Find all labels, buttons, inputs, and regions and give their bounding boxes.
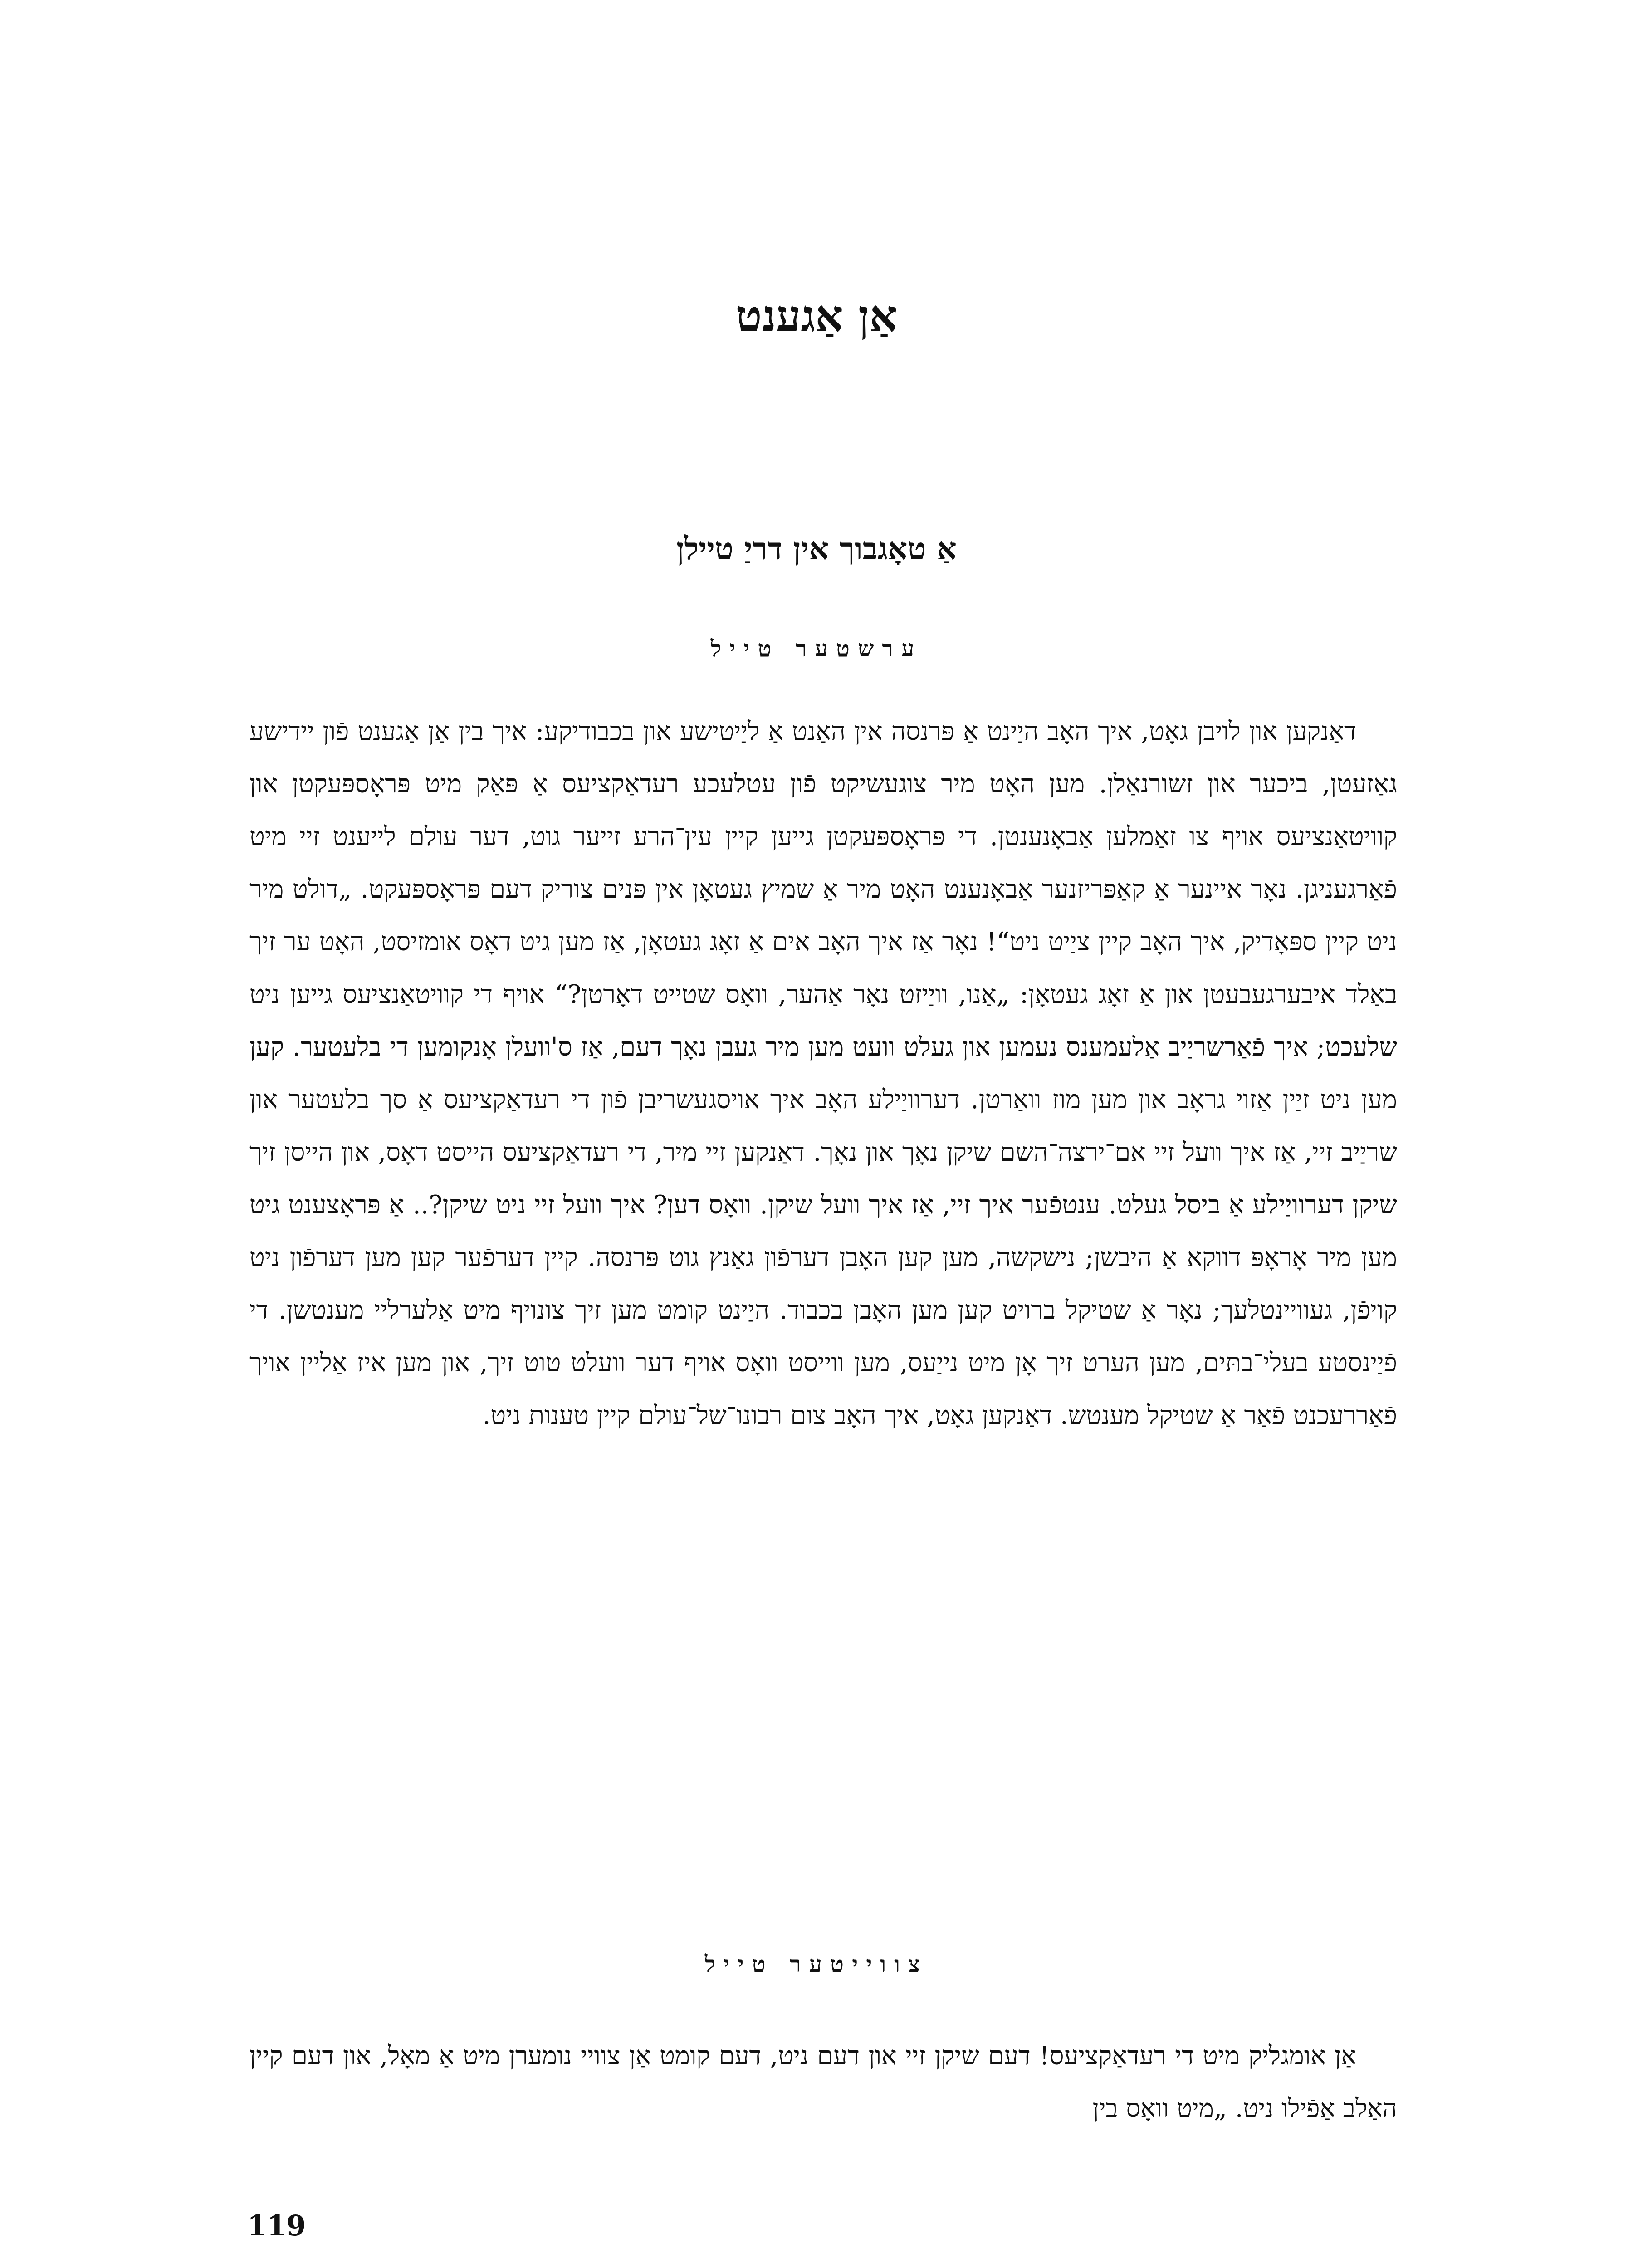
part-one-heading: ערשטער טייל xyxy=(710,635,923,662)
part-two-heading: צווייטער טייל xyxy=(704,1950,929,1977)
part-two-paragraph: אַן אומגליק מיט די רעדאַקציעס! דעם שיקן זיי און דעם ניט, דעם קומט אַן צוויי נומערן מיט אַ מאָל, און דעם קיין האַלב אַפֿילו ניט. „מיט וואָס בין xyxy=(249,2041,1397,2123)
chapter-title: אַן אַגענט xyxy=(735,290,898,342)
part-one-paragraph: דאַנקען און לויבן גאָט, איך האָב היַינט אַ פּרנסה אין האַנט אַ ליַיטישע און בכבודיקע: איך בין אַן אַגענט פֿון יידישע גאַזעטן, ביכער און זשורנאַלן. מען האָט מיר צוגעשיקט פֿון עטלעכע רעדאַקציעס אַ פּאַק מיט פּראָספּעקטן און קוויטאַנציעס אויף צו זאַמלען אַבאָנענטן. די פּראָספּעקטן גייען קיין עין־הרע זייער גוט, דער עולם לייענט זיי מיט פֿאַרגעניגן. נאָר איינער אַ קאַפּריזנער אַבאָנענט האָט מיר אַ שמיץ געטאָן אין פּנים צוריק דעם פּראָספּעקט. „דולט מיר ניט קיין ספּאָדיק, איך האָב קיין ציַיט ניט“! נאָר אַז איך האָב אים אַ זאָג געטאָן, אַז מען גיט דאָס אומזיסט, האָט ער זיך באַלד איבערגעבעטן און אַ זאָג געטאָן: „אַנו, וויַיזט נאָר אַהער, וואָס שטייט דאָרטן?“ אויף די קוויטאַנציעס גייען ניט שלעכט; איך פֿאַרשריַיב אַלעמענס נעמען און געלט וועט מען מיר געבן נאָך דעם, אַז ס'וועלן אָנקומען די בלעטער. קען מען ניט זיַין אַזוי גראָב און מען מוז וואַרטן. דערוויַילע האָב איך אויסגעשריבן פֿון די רעדאַקציעס אַ סך בלעטער און שריַיב זיי, אַז איך וועל זיי אם־ירצה־השם שיקן נאָך און נאָך. דאַנקען זיי מיר, די רעדאַקציעס הייסט דאָס, און הייסן זיך שיקן דערוויַילע אַ ביסל געלט. ענטפֿער איך זיי, אַז איך וועל שיקן. וואָס דען? איך וועל זיי ניט שיקן?.. אַ פּראָצענט גיט מען מיר אָראָפּ דווקא אַ היבשן; נישקשה, מען קען האָבן דערפֿון גאַנץ גוט פּרנסה. קיין דערפֿער קען מען דערפֿון ניט קויפֿן, געוויינטלעך; נאָר אַ שטיקל ברויט קען מען האָבן בכבוד. היַינט קומט מען זיך צונויף מיט אַלערליי מענטשן. די פֿיַינסטע בעלי־בתּים, מען הערט זיך אָן מיט נייַעס, מען ווייסט וואָס אויף דער וועלט טוט זיך, און מען איז אַליין אויך פֿאַררעכנט פֿאַר אַ שטיקל מענטש. דאַנקען גאָט, איך האָב צום רבונו־של־עולם קיין טענות ניט. xyxy=(249,717,1398,1430)
chapter-subtitle: אַ טאָגבוך אין דריַ טיילן xyxy=(676,531,957,567)
page-number: 119 xyxy=(247,2209,306,2242)
